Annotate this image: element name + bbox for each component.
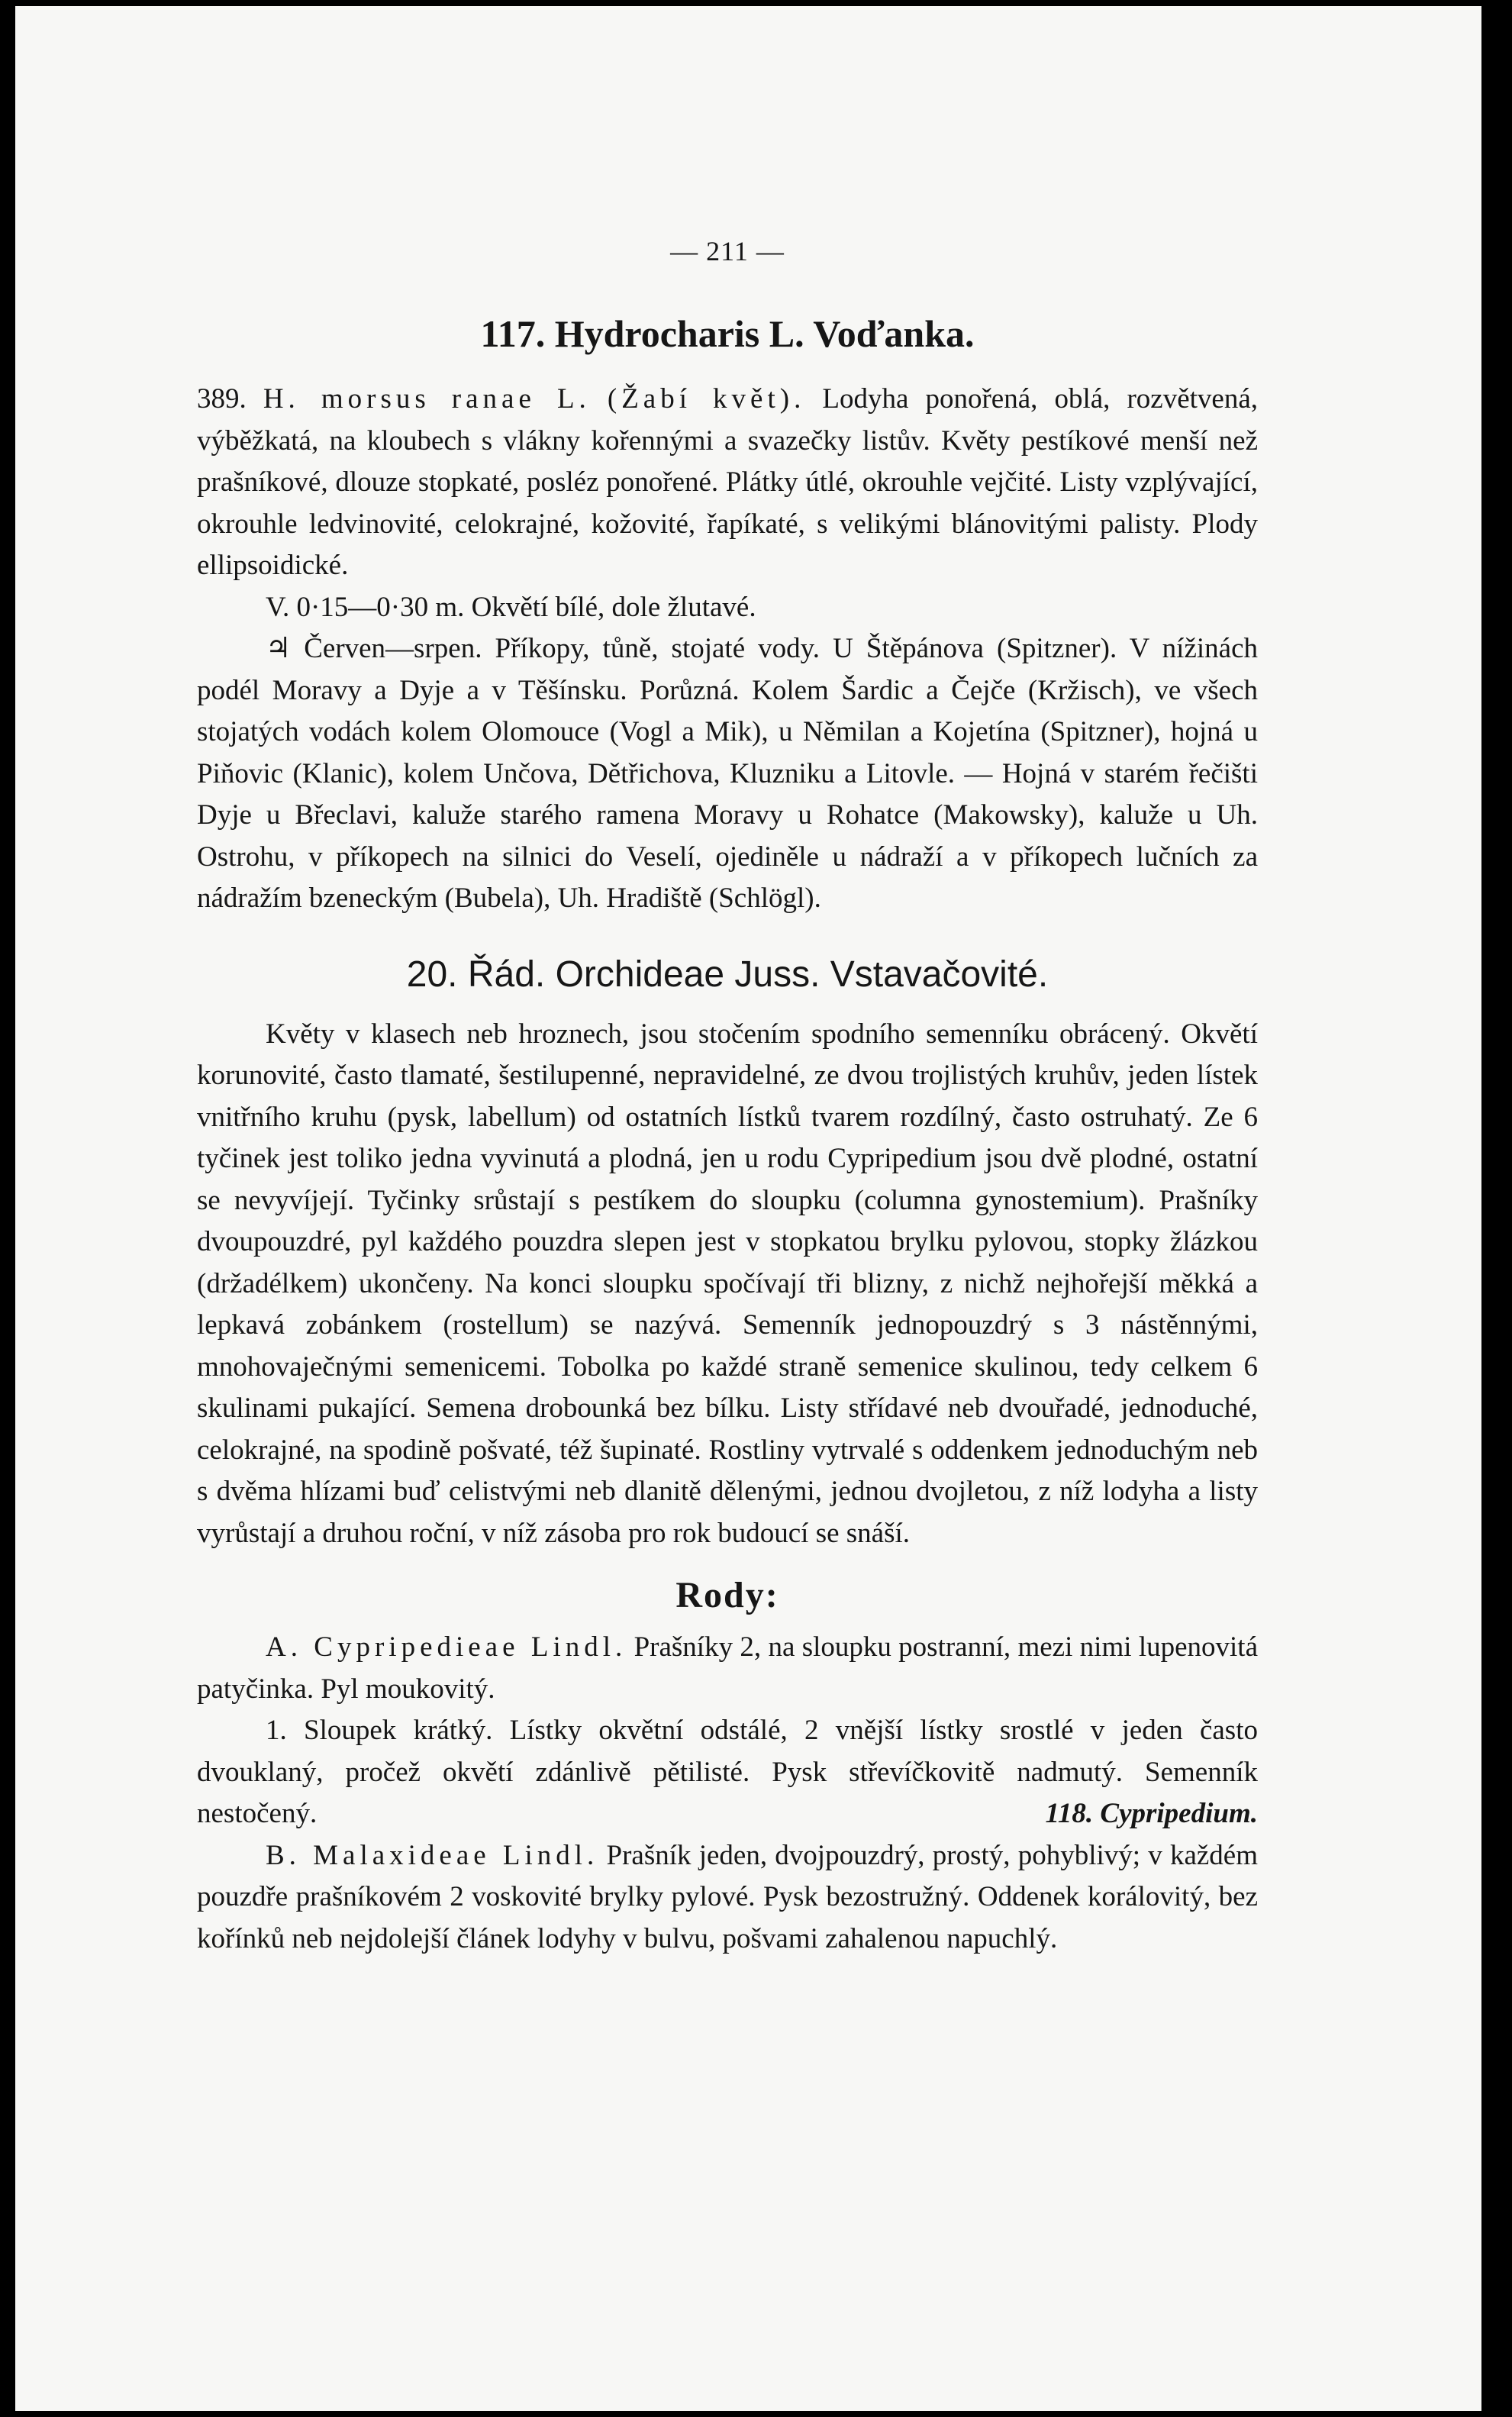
species-common-name: (Žabí květ). bbox=[607, 383, 806, 415]
species-size-line: V. 0·15—0·30 m. Okvětí bílé, dole žlutavé. bbox=[266, 591, 756, 623]
order-heading: 20. Řád. Orchideae Juss. Vstavačovité. bbox=[406, 954, 1049, 995]
section-a bbox=[197, 1627, 1258, 1710]
section-b bbox=[197, 1835, 1258, 1960]
species-name: H. morsus ranae L. bbox=[263, 383, 591, 415]
page-paper bbox=[15, 6, 1481, 2411]
species-habitat: ♃ Červen—srpen. Příkopy, tůně, stojaté vody. U Štěpánova (Spitzner). V nížinách podél Moravy a Dyje a v Těšínsku. Porůzná. Kolem Šardic a Čejče (Kržisch), ve všech stojatých vodách kolem Olomouce (Vogl a Mik), u Němilan a Kojetína (Spitzner), hojná u Piňovic (Klanic), kolem Unčova, Dětřichova, Kluzniku a Litovle. — Hojná v starém řečišti Dyje u Břeclavi, kaluže starého ramena Moravy u Rohatce (Makowsky), kaluže u Uh. Ostrohu, v příkopech na silnici do Veselí, ojediněle u nádraží a v příkopech lučních za nádražím bzeneckým (Bubela), Uh. Hradiště (Schlögl). bbox=[197, 633, 1258, 914]
genus-key-item-1 bbox=[197, 1710, 1258, 1835]
genus-key-item-1-text: 1. Sloupek krátký. Lístky okvětní odstálé, 2 vnější lístky srostlé v jeden často dvouklaný, pročež okvětí zdánlivě pětilisté. Pysk střevíčkovitě nadmutý. Semenník nestočený. bbox=[197, 1715, 1258, 1829]
species-description bbox=[197, 379, 1258, 587]
section-a-text: Prašníky 2, na sloupku postranní, mezi nimi lupenovitá patyčinka. Pyl moukovitý. bbox=[197, 1631, 1258, 1705]
genus-key-item-1-ref: 118. Cypripedium. bbox=[1045, 1798, 1258, 1829]
order-description: Květy v klasech neb hroznech, jsou stočením spodního semenníku obrácený. Okvětí korunovité, často tlamaté, šestilupenné, nepravidelné, ze dvou trojlistých kruhův, jeden lístek vnitřního kruhu (pysk, labellum) od ostatních lístků tvarem rozdílný, často ostruhatý. Ze 6 tyčinek jest toliko jedna vyvinutá a plodná, jen u rodu Cypripedium jsou dvě plodné, ostatní se nevyvíjejí. Tyčinky srůstají s pestíkem do sloupku (columna gynostemium). Prašníky dvoupouzdré, pyl každého pouzdra slepen jest v stopkatou brylku pylovou, stopky žlázkou (držadélkem) ukončeny. Na konci sloupku spočívají tři blizny, z nichž nejhořejší měkká a lepkavá zobánkem (rostellum) se nazývá. Semenník jednopouzdrý s 3 nástěnnými, mnohovaječnými semenicemi. Tobolka po každé straně semenice skulinou, tedy celkem 6 skulinami pukající. Semena drobounká bez bílku. Listy střídavé neb dvouřadé, jednoduché, celokrajné, na spodině pošvaté, též šupinaté. Rostliny vytrvalé s oddenkem jednoduchým neb s dvěma hlízami buď celistvými neb dlanitě dělenými, jednou dvojletou, z níž lodyha a listy vyrůstají a druhou roční, v níž zásoba pro rok budoucí se snáší. bbox=[197, 1018, 1258, 1549]
page-content bbox=[197, 235, 1258, 1960]
section-b-text: Prašník jeden, dvojpouzdrý, prostý, pohyblivý; v každém pouzdře prašníkovém 2 voskovité brylky pylové. Pysk bezostružný. Oddenek korálovitý, bez kořínků neb nejdolejší článek lodyhy v bulvu, pošvami zahalenou napuchlý. bbox=[197, 1839, 1258, 1954]
section-a-label: A. Cypripedieae Lindl. bbox=[266, 1631, 627, 1663]
genera-heading: Rody: bbox=[675, 1575, 779, 1615]
species-number: 389. bbox=[197, 383, 247, 415]
section-b-label: B. Malaxideae Lindl. bbox=[266, 1839, 599, 1871]
species-description-text: Lodyha ponořená, oblá, rozvětvená, výběžkatá, na kloubech s vlákny kořennými a svazečky listův. Květy pestíkové menší než prašníkové, dlouze stopkaté, posléz ponořené. Plátky útlé, okrouhle vejčité. Listy vzplývající, okrouhle ledvinovité, celokrajné, kožovité, řapíkaté, s velikými blánovitými palisty. Plody ellipsoidické. bbox=[197, 383, 1259, 581]
page-number: — 211 — bbox=[670, 236, 785, 266]
genus-heading: 117. Hydrocharis L. Voďanka. bbox=[480, 312, 975, 355]
